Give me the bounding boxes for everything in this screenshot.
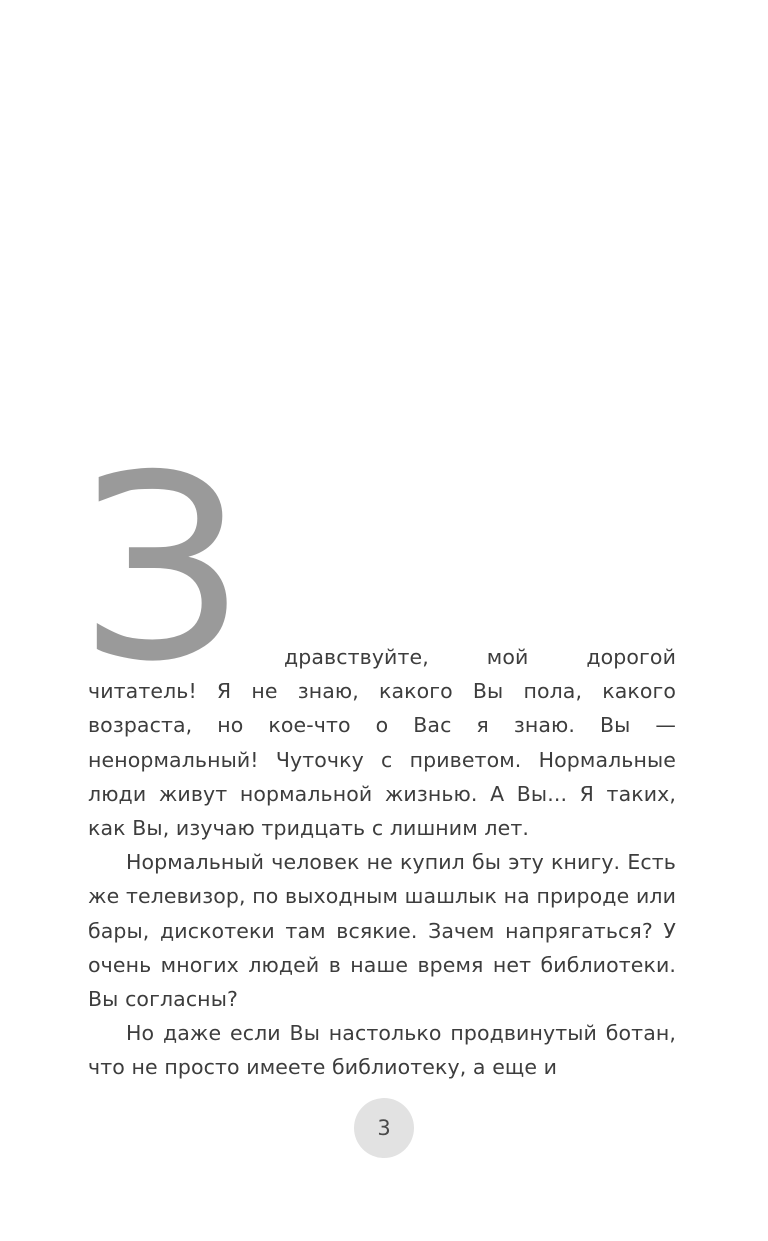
drop-cap-letter: З [80,421,244,718]
body-text [88,640,676,1085]
paragraph-1: дравствуйте, мой дорогой читатель! Я не знаю, какого Вы пола, какого возраста, но кое-что о Вас я знаю. Вы — ненормальный! Чуточку с приветом. Нормальные люди живут нормальной жизнью. А Вы... Я таких, как Вы, изучаю тридцать с лишним лет. [88,645,676,841]
paragraph-2: Нормальный человек не купил бы эту книгу. Есть же телевизор, по выходным шашлык на природе или бары, дискотеки там всякие. Зачем напрягаться? У очень многих людей в наше время нет библиотеки. Вы согласны? [88,850,676,1012]
page-number: 3 [354,1098,414,1158]
page-number-container [0,1098,768,1158]
paragraph-3: Но даже если Вы настолько продвинутый ботан, что не просто имеете библиотеку, а еще и [88,1021,676,1080]
